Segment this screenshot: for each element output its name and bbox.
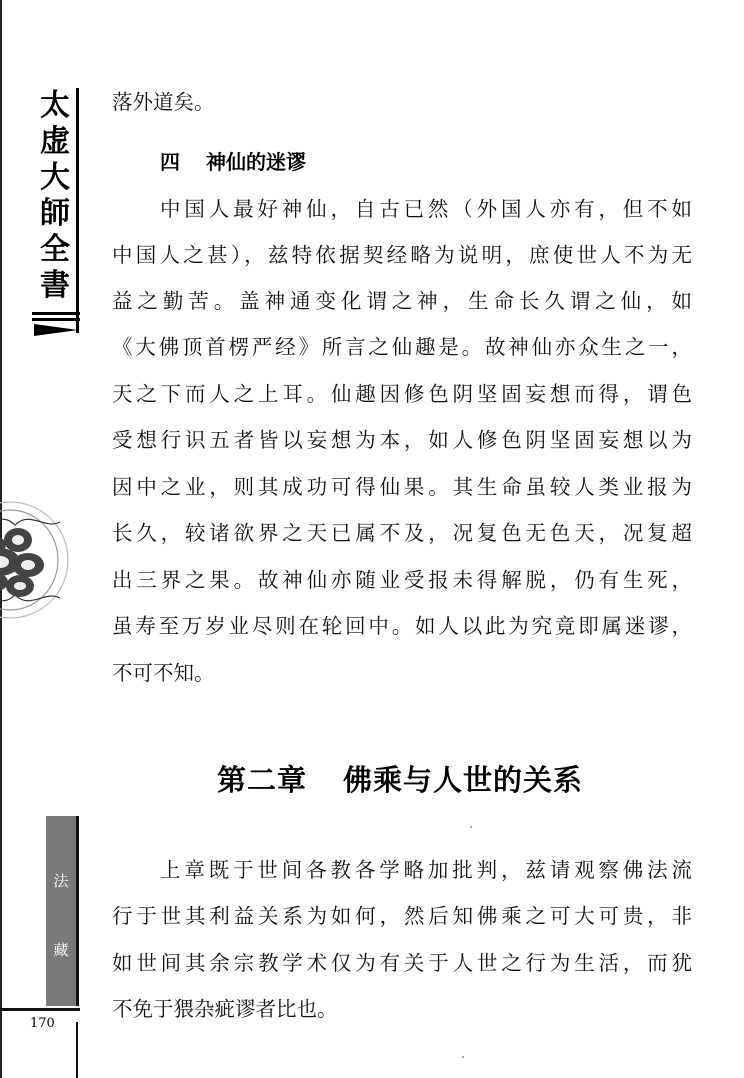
book-title-char: 大 <box>40 160 70 195</box>
chapter-heading <box>150 758 650 799</box>
side-tab-char: 藏 <box>53 941 69 959</box>
section-heading <box>160 146 306 175</box>
paragraph-line: 受想行识五者皆以妄想为本，如人修色阴坚固妄想以为 <box>112 428 692 452</box>
paragraph-line: 不免于猥杂疵谬者比也。 <box>112 997 338 1021</box>
margin-rule-lower <box>76 1022 78 1078</box>
title-ornament-bars <box>32 312 80 324</box>
lotus-ornament-icon <box>0 500 80 620</box>
paragraph-line: 出三界之果。故神仙亦随业受报未得解脱，仍有生死， <box>112 568 692 592</box>
paragraph-line: 天之下而人之上耳。仙趣因修色阴坚固妄想而得，谓色 <box>112 382 692 406</box>
book-title-vertical <box>38 88 72 304</box>
paragraph-line: 中国人最好神仙，自古已然（外国人亦有，但不如 <box>160 197 692 221</box>
paragraph-line: 《大佛顶首楞严经》所言之仙趣是。故神仙亦众生之一， <box>112 335 692 359</box>
side-tab-char: 法 <box>53 872 69 890</box>
paragraph-line: 因中之业，则其成功可得仙果。其生命虽较人类业报为 <box>112 475 692 499</box>
paragraph-line: 益之勤苦。盖神通变化谓之神，生命长久谓之仙，如 <box>112 289 692 313</box>
book-title-char: 虚 <box>40 124 70 159</box>
section-title: 神仙的迷谬 <box>206 150 306 174</box>
page-number: 170 <box>30 1016 55 1031</box>
collection-side-tab <box>46 816 79 1006</box>
title-wedge-ornament <box>34 324 78 336</box>
section-number: 四 <box>160 150 180 174</box>
print-speck <box>462 1056 464 1058</box>
book-title-char: 書 <box>40 268 70 303</box>
book-title-char: 太 <box>40 88 70 123</box>
paragraph-line: 行于世其利益关系为如何，然后知佛乘之可大可贵，非 <box>112 904 692 928</box>
print-speck <box>470 826 472 828</box>
paragraph-line: 长久，较诸欲界之天已属不及，况复色无色天，况复超 <box>112 521 692 545</box>
book-title-char: 師 <box>40 196 70 231</box>
paragraph-line: 虽寿至万岁业尽则在轮回中。如人以此为究竟即属迷谬， <box>112 614 692 638</box>
continuation-line: 落外道矣。 <box>112 90 215 114</box>
book-title-char: 全 <box>40 232 70 267</box>
paragraph-line: 如世间其余宗教学术仅为有关于人世之行为生活，而犹 <box>112 951 692 975</box>
chapter-title: 佛乘与人世的关系 <box>343 763 584 797</box>
chapter-label: 第二章 <box>216 763 307 797</box>
paragraph-line: 上章既于世间各教各学略加批判，兹请观察佛法流 <box>160 858 692 882</box>
paragraph-line: 不可不知。 <box>112 661 215 685</box>
title-vertical-rule <box>76 88 79 333</box>
footer-rule <box>0 1008 80 1011</box>
paragraph-line: 中国人之甚），兹特依据契经略为说明，庶使世人不为无 <box>112 243 692 267</box>
